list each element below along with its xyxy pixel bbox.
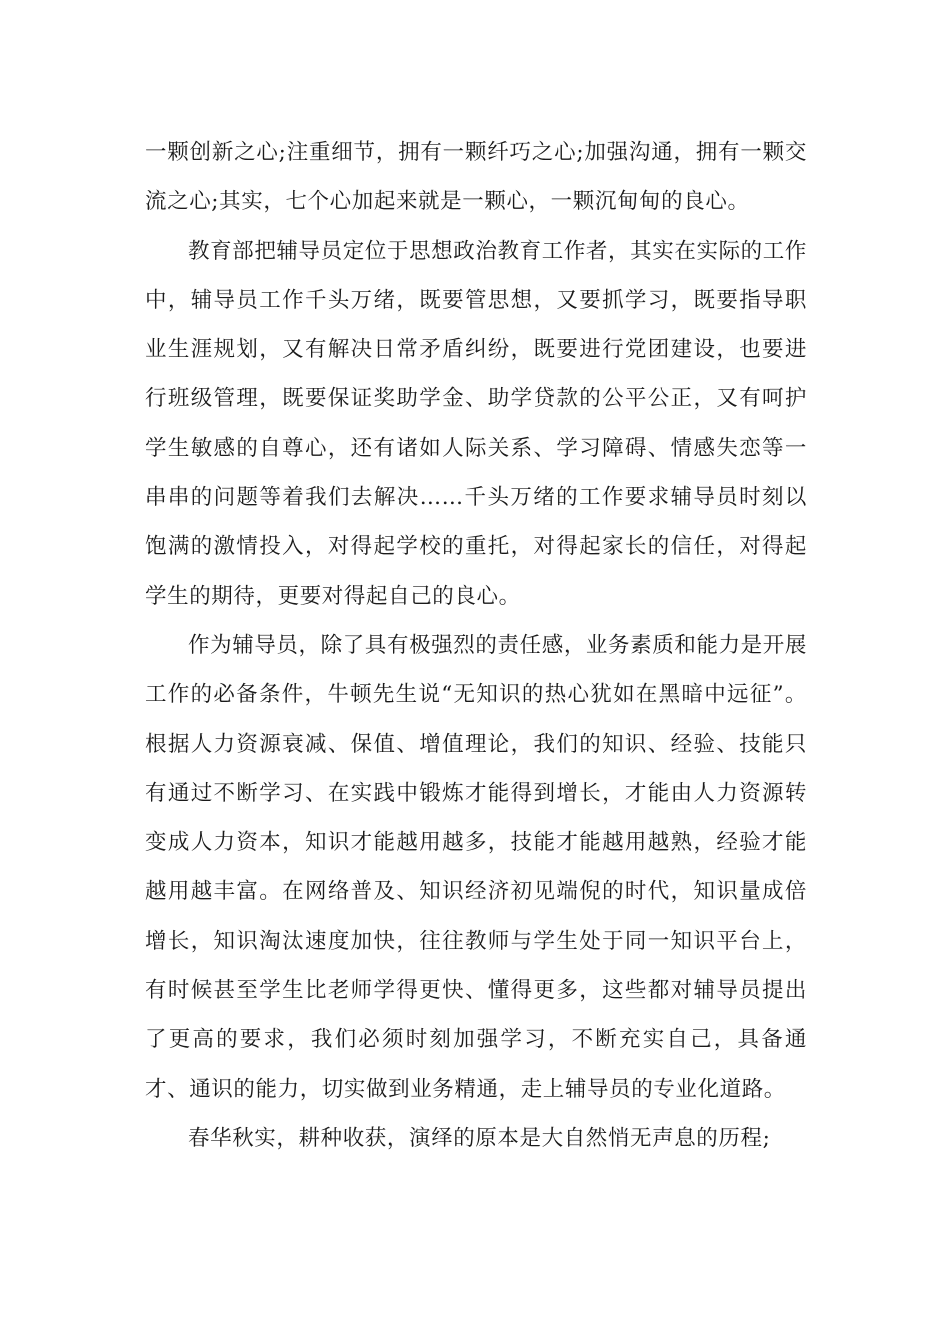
paragraph-4: 春华秋实，耕种收获，演绎的原本是大自然悄无声息的历程; — [188, 1125, 771, 1151]
paragraph-3: 作为辅导员，除了具有极强烈的责任感，业务素质和能力是开展工作的必备条件，牛顿先生说“无知识的热心犹如在黑暗中远征”。根据人力资源衰减、保值、增值理论，我们的知识、经验、技能只有通过不断学习、在实践中锻炼才能得到增长，才能由人力资源转变成人力资本，知识才能越用越多，技能才能越用越熟，经验才能越用越丰富。在网络普及、知识经济初见端倪的时代，知识量成倍增长，知识淘汰速度加快，往往教师与学生处于同一知识平台上，有时候甚至学生比老师学得更快、懂得更多，这些都对辅导员提出了更高的要求，我们必须时刻加强学习，不断充实自己，具备通才、通识的能力，切实做到业务精通，走上辅导员的专业化道路。 — [145, 632, 807, 1102]
document-body — [145, 128, 807, 1163]
paragraph-2: 教育部把辅导员定位于思想政治教育工作者，其实在实际的工作中，辅导员工作千头万绪，既要管思想，又要抓学习，既要指导职业生涯规划，又有解决日常矛盾纠纷，既要进行党团建设，也要进行班级管理，既要保证奖助学金、助学贷款的公平公正，又有呵护学生敏感的自尊心，还有诸如人际关系、学习障碍、情感失恋等一串串的问题等着我们去解决……千头万绪的工作要求辅导员时刻以饱满的激情投入，对得起学校的重托，对得起家长的信任，对得起学生的期待，更要对得起自己的良心。 — [145, 238, 807, 609]
paragraph-1: 一颗创新之心;注重细节，拥有一颗纤巧之心;加强沟通，拥有一颗交流之心;其实，七个心加起来就是一颗心，一颗沉甸甸的良心。 — [145, 140, 807, 215]
